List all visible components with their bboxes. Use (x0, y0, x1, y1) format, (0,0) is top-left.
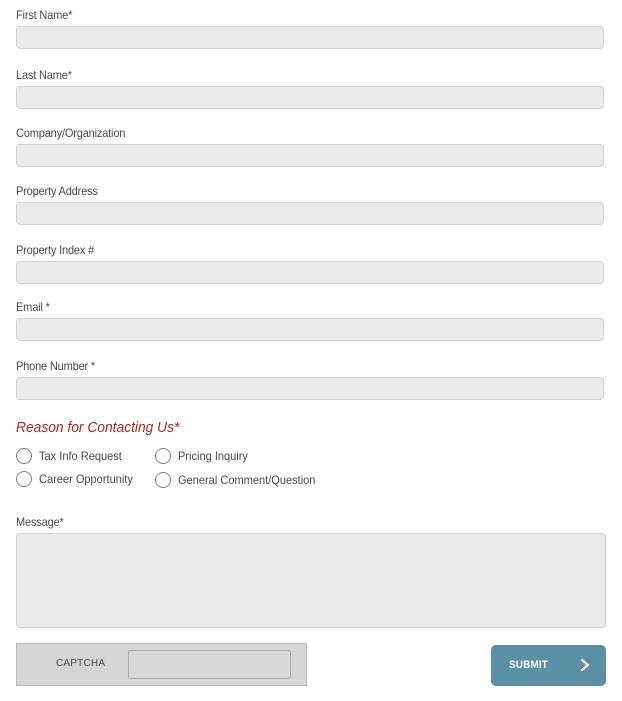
submit-button[interactable] (491, 645, 606, 686)
email-label: Email * (16, 300, 50, 314)
property-address-label: Property Address (16, 184, 98, 198)
radio-tax-info-request[interactable] (16, 447, 129, 465)
property-index-input[interactable] (16, 261, 604, 284)
last-name-label: Last Name* (16, 68, 72, 82)
phone-number-label: Phone Number * (16, 359, 96, 373)
radio-circle-icon[interactable] (155, 448, 171, 464)
reason-heading: Reason for Contacting Us* (16, 419, 180, 436)
captcha-box (16, 643, 307, 686)
radio-general-comment-question[interactable] (155, 471, 327, 489)
company-organization-label: Company/Organization (16, 126, 126, 140)
email-input[interactable] (16, 318, 604, 341)
captcha-label: CAPTCHA (56, 658, 106, 669)
chevron-right-icon (579, 658, 591, 672)
radio-label: Career Opportunity (39, 472, 133, 486)
radio-label: Tax Info Request (39, 449, 122, 463)
radio-label: Pricing Inquiry (178, 449, 248, 463)
radio-pricing-inquiry[interactable] (155, 447, 254, 465)
property-address-input[interactable] (16, 202, 604, 225)
last-name-input[interactable] (16, 86, 604, 109)
first-name-input[interactable] (16, 26, 604, 49)
phone-number-input[interactable] (16, 377, 604, 400)
first-name-label: First Name* (16, 8, 73, 22)
radio-circle-icon[interactable] (16, 448, 32, 464)
radio-circle-icon[interactable] (155, 472, 171, 488)
message-label: Message* (16, 515, 64, 529)
radio-circle-icon[interactable] (16, 471, 32, 487)
radio-label: General Comment/Question (178, 473, 316, 487)
property-index-label: Property Index # (16, 243, 95, 257)
submit-label: SUBMIT (509, 659, 549, 671)
message-textarea[interactable] (16, 533, 606, 628)
captcha-input[interactable] (128, 650, 291, 679)
company-organization-input[interactable] (16, 144, 604, 167)
radio-career-opportunity[interactable] (16, 470, 141, 488)
